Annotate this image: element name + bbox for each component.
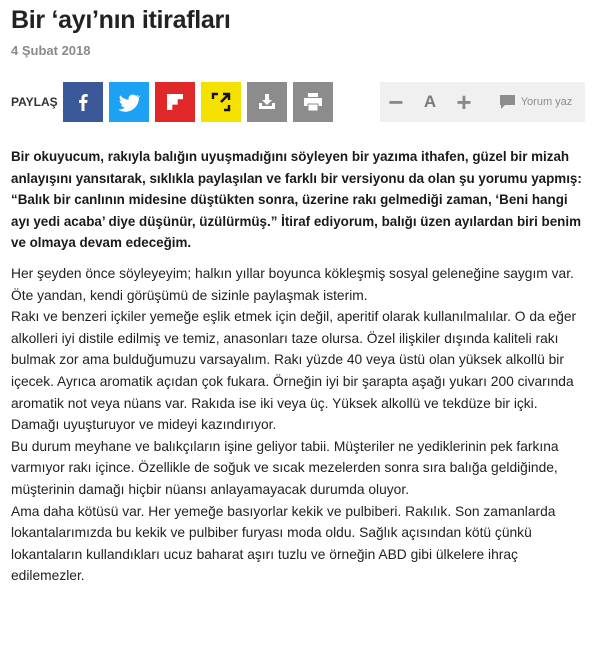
twitter-share-button[interactable] bbox=[109, 82, 149, 122]
download-button[interactable] bbox=[247, 82, 287, 122]
article-lead: Bir okuyucum, rakıyla balığın uyuşmadığını söyleyen bir yazıma ithafen, güzel bir mizah anlayışını yansıtarak, sıklıkla paylaşılan ve farklı bir versiyonu da olan şu yorumu yapmış: “Balık bir canlının midesine düştükten sonra, üzerine rakı gelmediği zaman, ‘Beni hangi ayı yedi acaba’ diye düşünür, üzülürmüş.” İtiraf ediyorum, balığı üzen ayılardan biri benim ve olmaya devam edeceğim. bbox=[11, 149, 582, 250]
print-icon bbox=[301, 91, 325, 113]
font-size-indicator: A bbox=[423, 92, 437, 111]
comment-icon bbox=[499, 94, 516, 110]
print-button[interactable] bbox=[293, 82, 333, 122]
facebook-icon bbox=[72, 91, 94, 113]
write-comment-button[interactable] bbox=[488, 82, 583, 122]
write-comment-label: Yorum yaz bbox=[520, 96, 573, 108]
increase-font-button[interactable]: + bbox=[456, 86, 472, 117]
download-icon bbox=[256, 91, 278, 113]
twitter-icon bbox=[117, 90, 141, 114]
decrease-font-button[interactable]: − bbox=[388, 86, 404, 117]
share-expand-button[interactable] bbox=[201, 82, 241, 122]
text-tools bbox=[380, 82, 585, 122]
article-paragraph: Her şeyden önce söyleyeyim; halkın yıllar boyunca kökleşmiş sosyal geleneğine saygım var. Öte yandan, kendi görüşümü de sizinle paylaşmak isterim. bbox=[11, 266, 574, 303]
share-toolbar bbox=[11, 82, 585, 122]
share-label: PAYLAŞ bbox=[11, 95, 58, 109]
flipboard-share-button[interactable] bbox=[155, 82, 195, 122]
facebook-share-button[interactable] bbox=[63, 82, 103, 122]
expand-share-icon bbox=[209, 90, 233, 114]
article-date: 4 Şubat 2018 bbox=[11, 43, 91, 58]
article-title: Bir ‘ayı’nın itirafları bbox=[11, 6, 231, 34]
flipboard-icon bbox=[164, 91, 186, 113]
article-body bbox=[11, 263, 586, 587]
article-paragraph: Bu durum meyhane ve balıkçıların işine geliyor tabii. Müşteriler ne yediklerinin pek farkına varmıyor rakı içince. Özellikle de soğuk ve sıcak mezelerden sonra sıra balığa geldiğinde, müşterinin damağı hiçbir nüansı anlayamayacak durumda oluyor. bbox=[11, 438, 559, 497]
article-paragraph: Rakı ve benzeri içkiler yemeğe eşlik etmek için değil, aperitif olarak kullanılmalılar. O da eğer alkolleri iyi distile edilmiş ve temiz, anasonları taze olursa. Özel ilişkiler dışında kaliteli rakı bulmak zor ama bulduğumuzu varsayalım. Rakı yüzde 40 veya üstü olan yüksek alkollü bir içecek. Ayrıca aromatik açıdan çok fukara. Örneğin iyi bir şarapta aşağı yukarı 200 civarında aromatik not veya nüans var. Rakıda ise iki veya üç. Yüksek alkollü ve tekdüze bir içki. Damağı uyuşturuyor ve mideyi kazındırıyor. bbox=[11, 309, 577, 433]
article-paragraph: Ama daha kötüsü var. Her yemeğe basıyorlar kekik ve pulbiberi. Rakılık. Son zamanlarda lokantalarımızda bu kekik ve pulbiber furyası moda oldu. Sağlık açısından kötü çünkü lokantaların kullandıkları ucuz baharat aşırı tuzlu ve örneğin ABD gibi ülkelere ihraç edilemezler. bbox=[11, 503, 556, 584]
